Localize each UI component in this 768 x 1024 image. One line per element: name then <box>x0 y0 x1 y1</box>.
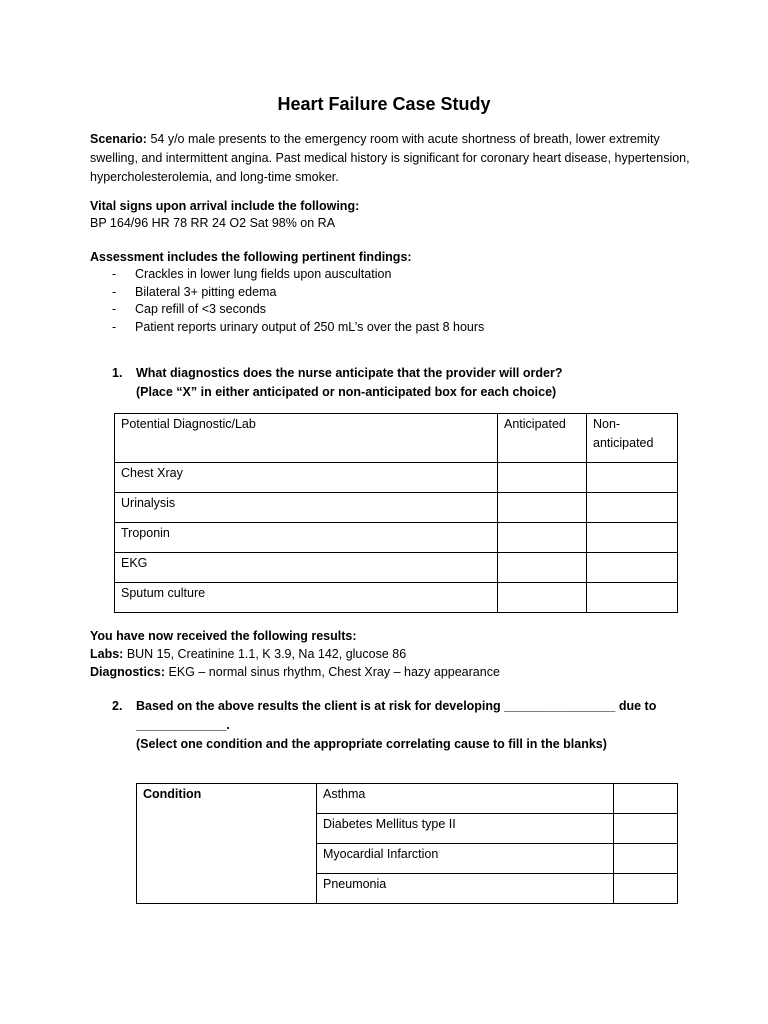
list-item: - Patient reports urinary output of 250 mL’s over the past 8 hours <box>112 319 485 334</box>
anticipated-checkbox-cell[interactable] <box>498 463 587 493</box>
diagnostic-name: EKG <box>115 553 498 583</box>
condition-option: Pneumonia <box>317 874 614 904</box>
table-row <box>115 493 678 523</box>
question-1-number: 1. <box>112 366 123 380</box>
labs-text: BUN 15, Creatinine 1.1, K 3.9, Na 142, glucose 86 <box>123 647 407 661</box>
assessment-list <box>112 266 484 336</box>
condition-select-cell[interactable] <box>614 784 678 814</box>
condition-option: Diabetes Mellitus type II <box>317 814 614 844</box>
labs-label: Labs: <box>90 647 124 661</box>
question-1-line2: (Place “X” in either anticipated or non-anticipated box for each choice) <box>136 385 557 399</box>
diagnostics-label: Diagnostics: <box>90 665 166 679</box>
table-row <box>115 523 678 553</box>
diagnostic-name: Troponin <box>115 523 498 553</box>
question-1-line1: What diagnostics does the nurse anticipate that the provider will order? <box>136 366 563 380</box>
non-anticipated-checkbox-cell[interactable] <box>587 553 678 583</box>
results-heading: You have now received the following results: <box>90 629 357 643</box>
condition-option: Asthma <box>317 784 614 814</box>
header-non-anticipated: Non-anticipated <box>587 414 678 463</box>
condition-label: Condition <box>137 784 317 904</box>
diagnostics-table <box>114 413 678 613</box>
scenario-label: Scenario: <box>90 132 147 146</box>
anticipated-checkbox-cell[interactable] <box>498 523 587 553</box>
page-title: Heart Failure Case Study <box>277 94 491 114</box>
question-2 <box>112 697 692 754</box>
condition-select-cell[interactable] <box>614 814 678 844</box>
assessment-heading: Assessment includes the following pertinent findings: <box>90 250 412 264</box>
table-row <box>115 553 678 583</box>
list-item: - Crackles in lower lung fields upon auscultation <box>112 267 392 281</box>
table-row <box>115 583 678 613</box>
scenario-text: 54 y/o male presents to the emergency room with acute shortness of breath, lower extremity swelling, and intermittent angina. Past medical history is significant for coronary heart disease, hypertension, hypercholesterolemia, and long-time smoker. <box>90 132 690 184</box>
table-row <box>137 784 678 814</box>
non-anticipated-checkbox-cell[interactable] <box>587 583 678 613</box>
question-2-line1: Based on the above results the client is at risk for developing ________________ due to <box>136 699 657 713</box>
diagnostics-line <box>90 663 690 682</box>
table-header-row <box>115 414 678 463</box>
diagnostic-name: Sputum culture <box>115 583 498 613</box>
vitals-heading: Vital signs upon arrival include the following: <box>90 199 360 213</box>
non-anticipated-checkbox-cell[interactable] <box>587 493 678 523</box>
question-1 <box>112 364 672 402</box>
labs-line <box>90 645 690 664</box>
diagnostics-text: EKG – normal sinus rhythm, Chest Xray – hazy appearance <box>165 665 500 679</box>
non-anticipated-checkbox-cell[interactable] <box>587 463 678 493</box>
question-2-line2: _____________. <box>136 718 230 732</box>
question-2-number: 2. <box>112 699 123 713</box>
list-item: - Bilateral 3+ pitting edema <box>112 284 277 299</box>
condition-option: Myocardial Infarction <box>317 844 614 874</box>
condition-select-cell[interactable] <box>614 874 678 904</box>
vitals-values: BP 164/96 HR 78 RR 24 O2 Sat 98% on RA <box>90 216 336 230</box>
header-potential-diagnostic: Potential Diagnostic/Lab <box>115 414 498 463</box>
question-2-line3: (Select one condition and the appropriate correlating cause to fill in the blanks) <box>136 737 607 751</box>
diagnostic-name: Urinalysis <box>115 493 498 523</box>
list-item: - Cap refill of <3 seconds <box>112 302 266 316</box>
scenario-paragraph <box>90 130 690 187</box>
condition-select-cell[interactable] <box>614 844 678 874</box>
diagnostic-name: Chest Xray <box>115 463 498 493</box>
condition-table <box>136 783 678 904</box>
table-row <box>115 463 678 493</box>
anticipated-checkbox-cell[interactable] <box>498 553 587 583</box>
header-anticipated: Anticipated <box>498 414 587 463</box>
anticipated-checkbox-cell[interactable] <box>498 583 587 613</box>
non-anticipated-checkbox-cell[interactable] <box>587 523 678 553</box>
anticipated-checkbox-cell[interactable] <box>498 493 587 523</box>
